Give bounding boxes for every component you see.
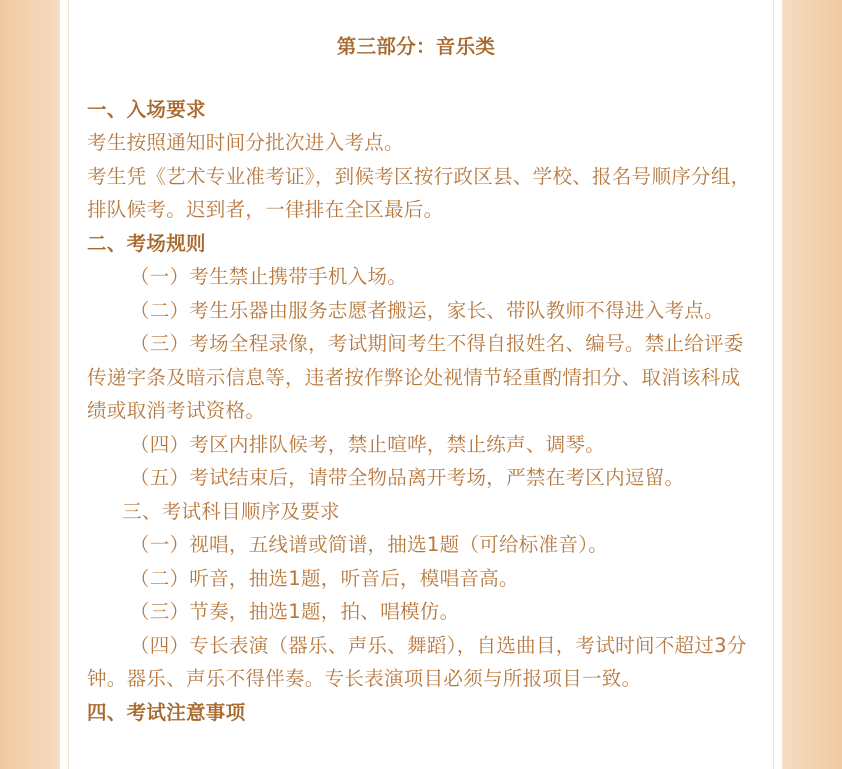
page-title: 第三部分：音乐类 — [336, 35, 496, 58]
list-item: （二）听音，抽选1题，听音后，模唱音高。 — [129, 566, 519, 590]
list-item: （二）考生乐器由服务志愿者搬运，家长、带队教师不得进入考点。 — [129, 298, 724, 322]
paragraph: 考生按照通知时间分批次进入考点。 — [87, 131, 404, 154]
list-item: （三）节奏，抽选1题，拍、唱模仿。 — [129, 600, 460, 623]
list-item: （五）考试结束后，请带全物品离开考场，严禁在考区内逗留。 — [129, 466, 685, 489]
section-heading-notes: 四、考试注意事项 — [87, 700, 246, 724]
list-item: （一）考生禁止携带手机入场。 — [129, 265, 408, 288]
section-heading-entry: 一、入场要求 — [87, 97, 206, 121]
paragraph: 考生凭《艺术专业准考证》，到候考区按行政区县、学校、报名号顺序分组，排队候考。迟到者，一律排在全区最后。 — [87, 164, 751, 221]
section-heading-subjects: 三、考试科目顺序及要求 — [122, 499, 340, 523]
list-item: （三）考场全程录像，考试期间考生不得自报姓名、编号。禁止给评委传递字条及暗示信息等，违者按作弊论处视情节轻重酌情扣分、取消该科成绩或取消考试资格。 — [87, 332, 744, 422]
left-border-decoration — [0, 0, 60, 769]
right-border-decoration — [782, 0, 842, 769]
document-content — [87, 30, 755, 729]
list-item: （四）专长表演（器乐、声乐、舞蹈），自选曲目，考试时间不超过3分钟。器乐、声乐不得伴奏。专长表演项目必须与所报项目一致。 — [87, 633, 747, 690]
section-heading-rules: 二、考场规则 — [87, 231, 206, 255]
list-item: （四）考区内排队候考，禁止喧哗，禁止练声、调琴。 — [129, 432, 606, 456]
list-item: （一）视唱，五线谱或简谱，抽选1题（可给标准音）。 — [129, 533, 609, 556]
